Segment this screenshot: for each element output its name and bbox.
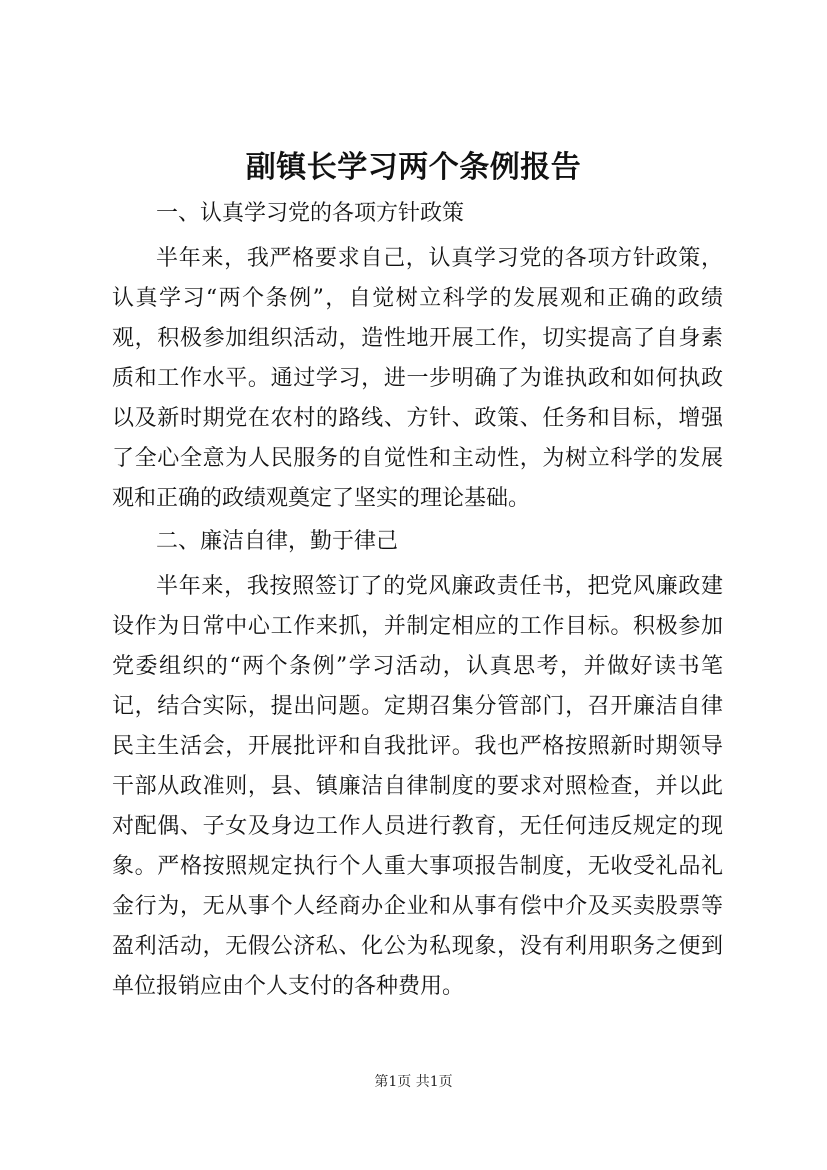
section-paragraph-1: 半年来，我严格要求自己，认真学习党的各项方针政策，认真学习“两个条例”，自觉树立科学的发展观和正确的政绩观，积极参加组织活动，造性地开展工作，切实提高了自身素质和工作水平。通过学习，进一步明确了为谁执政和如何执政以及新时期党在农村的路线、方针、政策、任务和目标，增强了全心全意为人民服务的自觉性和主动性，为树立科学的发展观和正确的政绩观奠定了坚实的理论基础。 — [112, 246, 723, 511]
document-title: 副镇长学习两个条例报告 — [245, 150, 582, 185]
document-body — [112, 194, 723, 1007]
page-number-footer: 第1页 共1页 — [374, 1074, 453, 1090]
section-heading-1: 一、认真学习党的各项方针政策 — [156, 201, 465, 226]
section-heading-2: 二、廉洁自律，勤于律己 — [156, 529, 399, 554]
section-paragraph-2: 半年来，我按照签订了的党风廉政责任书，把党风廉政建设作为日常中心工作来抓，并制定相应的工作目标。积极参加党委组织的“两个条例”学习活动，认真思考，并做好读书笔记，结合实际，提出问题。定期召集分管部门，召开廉洁自律民主生活会，开展批评和自我批评。我也严格按照新时期领导干部从政准则，县、镇廉洁自律制度的要求对照检查，并以此对配偶、子女及身边工作人员进行教育，无任何违反规定的现象。严格按照规定执行个人重大事项报告制度，无收受礼品礼金行为，无从事个人经商办企业和从事有偿中介及买卖股票等盈利活动，无假公济私、化公为私现象，没有利用职务之便到单位报销应由个人支付的各种费用。 — [112, 574, 723, 999]
